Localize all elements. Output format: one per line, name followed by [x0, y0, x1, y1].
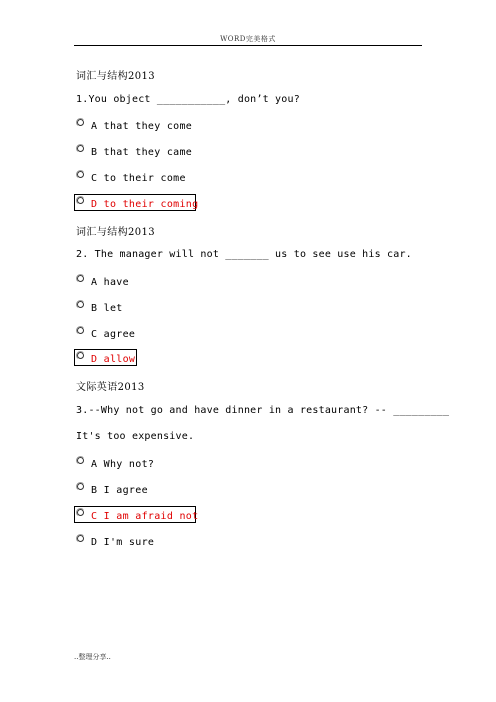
radio-icon[interactable] — [77, 352, 84, 359]
question-3-line-1: 3.--Why not go and have dinner in a restaurant? -- _________ — [76, 405, 450, 416]
question-2-text: 2. The manager will not _______ us to see use his car. — [76, 249, 412, 260]
q1-option-b[interactable]: B that they came — [91, 147, 193, 158]
q2-option-c[interactable]: C agree — [91, 329, 136, 340]
q3-option-d[interactable]: D I'm sure — [91, 537, 155, 548]
radio-icon[interactable] — [77, 483, 84, 490]
radio-icon[interactable] — [77, 145, 84, 152]
page-footer: ..整理分享.. — [74, 653, 111, 661]
q3-option-c[interactable]: C I am afraid not — [91, 511, 199, 522]
radio-icon[interactable] — [77, 119, 84, 126]
radio-icon[interactable] — [77, 275, 84, 282]
radio-icon[interactable] — [77, 457, 84, 464]
radio-icon[interactable] — [77, 535, 84, 542]
page-header: WORD完美格式 — [220, 35, 276, 43]
header-rule — [74, 45, 422, 46]
q2-option-a[interactable]: A have — [91, 277, 129, 288]
section-title-1: 词汇与结构2013 — [76, 71, 156, 82]
section-title-2: 词汇与结构2013 — [76, 227, 156, 238]
q1-option-d[interactable]: D to their coming — [91, 199, 199, 210]
question-3-line-2: It's too expensive. — [76, 431, 195, 442]
radio-icon[interactable] — [77, 197, 84, 204]
radio-icon[interactable] — [77, 327, 84, 334]
section-title-3: 文际英语2013 — [76, 382, 145, 393]
radio-icon[interactable] — [77, 301, 84, 308]
radio-icon[interactable] — [77, 171, 84, 178]
question-1-text: 1.You object ___________, don’t you? — [76, 94, 300, 105]
q1-option-c[interactable]: C to their come — [91, 173, 186, 184]
q3-option-a[interactable]: A Why not? — [91, 459, 155, 470]
q3-option-b[interactable]: B I agree — [91, 485, 148, 496]
q1-option-a[interactable]: A that they come — [91, 121, 193, 132]
radio-icon[interactable] — [77, 509, 84, 516]
q2-option-d[interactable]: D allow — [91, 354, 136, 365]
q2-option-b[interactable]: B let — [91, 303, 123, 314]
